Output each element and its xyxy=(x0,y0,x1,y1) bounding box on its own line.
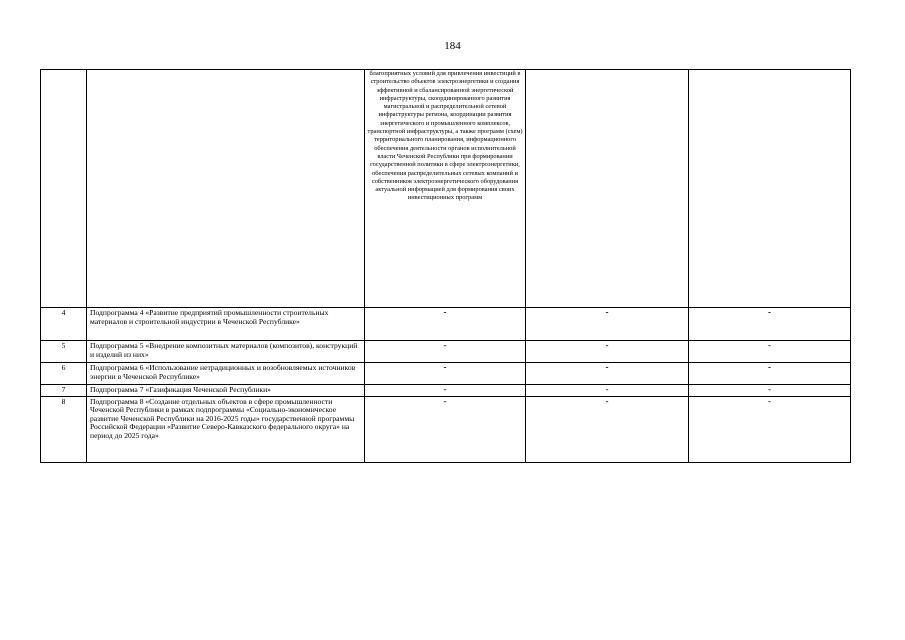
dash-value: - xyxy=(768,307,771,317)
row-number: 7 xyxy=(41,385,87,397)
table-row xyxy=(41,341,851,363)
continuation-text: благоприятных условий для привлечения инвестиций в строительство объектов электроэнергетики и создания эффективной и сбалансированной энергетической инфраструктуры, скоординированного развития магистральной и распределительной сетевой инфраструктуры региона, координации развития энергетического и промышленного комплексов, транспортной инфраструктуры, а также программ (схем) территориального планирования, информационного обеспечения деятельности органов исполнительной власти Чеченской Республики при формировании государственной политики в сфере электроэнергетики, обеспечения распределительных сетевых компаний и собственников электроэнергетического оборудования актуальной информацией для формирования своих инвестиционных программ xyxy=(367,70,523,202)
dash-value: - xyxy=(443,384,447,394)
dash-value: - xyxy=(605,362,609,372)
subprogram-name: Подпрограмма 6 «Использование нетрадиционных и возобновляемых источников энергии в Чеченской Республике» xyxy=(87,363,365,385)
dash-value: - xyxy=(605,384,609,394)
row-number: 5 xyxy=(41,341,87,363)
table-row-continuation xyxy=(41,70,851,308)
subprogram-table xyxy=(40,69,851,463)
dash-value: - xyxy=(768,395,771,406)
dash-value: - xyxy=(768,340,771,350)
cell-name xyxy=(87,70,365,308)
dash-value: - xyxy=(605,307,609,317)
dash-value: - xyxy=(768,362,771,372)
row-number: 6 xyxy=(41,363,87,385)
dash-value: - xyxy=(768,384,771,394)
dash-value: - xyxy=(443,395,447,406)
table-row xyxy=(41,396,851,462)
cell-desc xyxy=(365,70,526,308)
subprogram-name: Подпрограмма 7 «Газификация Чеченской Республики» xyxy=(87,385,365,397)
cell-col5 xyxy=(689,70,851,308)
subprogram-name: Подпрограмма 4 «Развитие предприятий промышленности строительных материалов и строительной индустрии в Чеченской Республике» xyxy=(87,308,365,341)
row-number: 8 xyxy=(41,396,87,462)
dash-value: - xyxy=(443,340,447,350)
dash-value: - xyxy=(605,340,609,350)
subprogram-name: Подпрограмма 5 «Внедрение композитных материалов (композитов), конструкций и изделий из них» xyxy=(87,341,365,363)
row-number: 4 xyxy=(41,308,87,341)
table-row xyxy=(41,385,851,397)
dash-value: - xyxy=(443,362,447,372)
subprogram-name: Подпрограмма 8 «Создание отдельных объектов в сфере промышленности Чеченской Республики в рамках подпрограммы «Социально-экономическое развитие Чеченской Республики на 2016-2025 годы» государственной программы Российской Федерации «Развитие Северо-Кавказского федерального округа» на период до 2025 года» xyxy=(87,396,365,462)
dash-value: - xyxy=(443,307,447,317)
cell-num xyxy=(41,70,87,308)
cell-col4 xyxy=(526,70,689,308)
table-row xyxy=(41,363,851,385)
page-number: 184 xyxy=(444,40,461,52)
dash-value: - xyxy=(605,395,609,406)
table-row xyxy=(41,308,851,341)
